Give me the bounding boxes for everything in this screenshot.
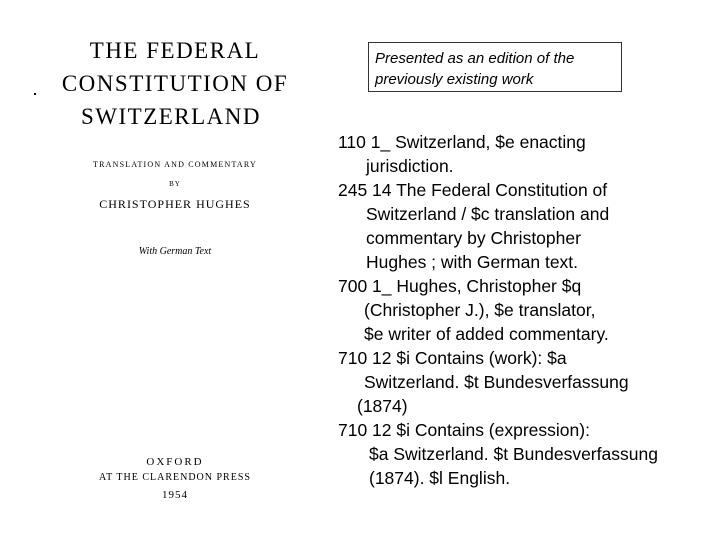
marc-710-work-field: 710 12 $i Contains (work): $a [338,348,567,368]
by-label: BY [169,180,181,188]
author-name: CHRISTOPHER HUGHES [99,197,251,211]
callout-line-2: previously existing work [375,71,534,88]
imprint-year: 1954 [162,489,188,501]
title-line-1: THE FEDERAL [89,38,261,63]
marc-710-expression-continuation-2: (1874). $l English. [369,468,511,488]
marc-record [338,130,708,490]
marc-110-continuation: jurisdiction. [366,156,454,176]
callout-line-1: Presented as an edition of the [375,50,575,67]
title-page-image [40,30,310,520]
marc-245-continuation-1: Switzerland / $c translation and [366,204,610,224]
marc-110-field: 110 1_ Switzerland, $e enacting [338,132,586,152]
imprint-press: AT THE CLARENDON PRESS [99,472,251,483]
subtitle: TRANSLATION AND COMMENTARY [93,160,257,169]
scan-speck [34,93,36,95]
marc-710-work-continuation-1: Switzerland. $t Bundesverfassung [364,372,629,392]
marc-700-field: 700 1_ Hughes, Christopher $q [338,276,582,296]
marc-700-continuation-1: (Christopher J.), $e translator, [364,300,596,320]
marc-710-expression-continuation-1: $a Switzerland. $t Bundesverfassung [369,444,658,464]
edition-callout-box [368,42,622,92]
marc-245-field: 245 14 The Federal Constitution of [338,180,608,200]
title-line-3: SWITZERLAND [80,104,262,129]
edition-note: With German Text [138,246,212,257]
marc-245-continuation-2: commentary by Christopher [366,228,581,248]
title-line-2: CONSTITUTION OF [61,71,289,96]
marc-700-continuation-2: $e writer of added commentary. [364,324,609,344]
marc-710-work-continuation-2: (1874) [357,396,408,416]
imprint-city: OXFORD [146,456,204,468]
marc-245-continuation-3: Hughes ; with German text. [366,252,579,272]
marc-710-expression-field: 710 12 $i Contains (expression): [338,420,590,440]
